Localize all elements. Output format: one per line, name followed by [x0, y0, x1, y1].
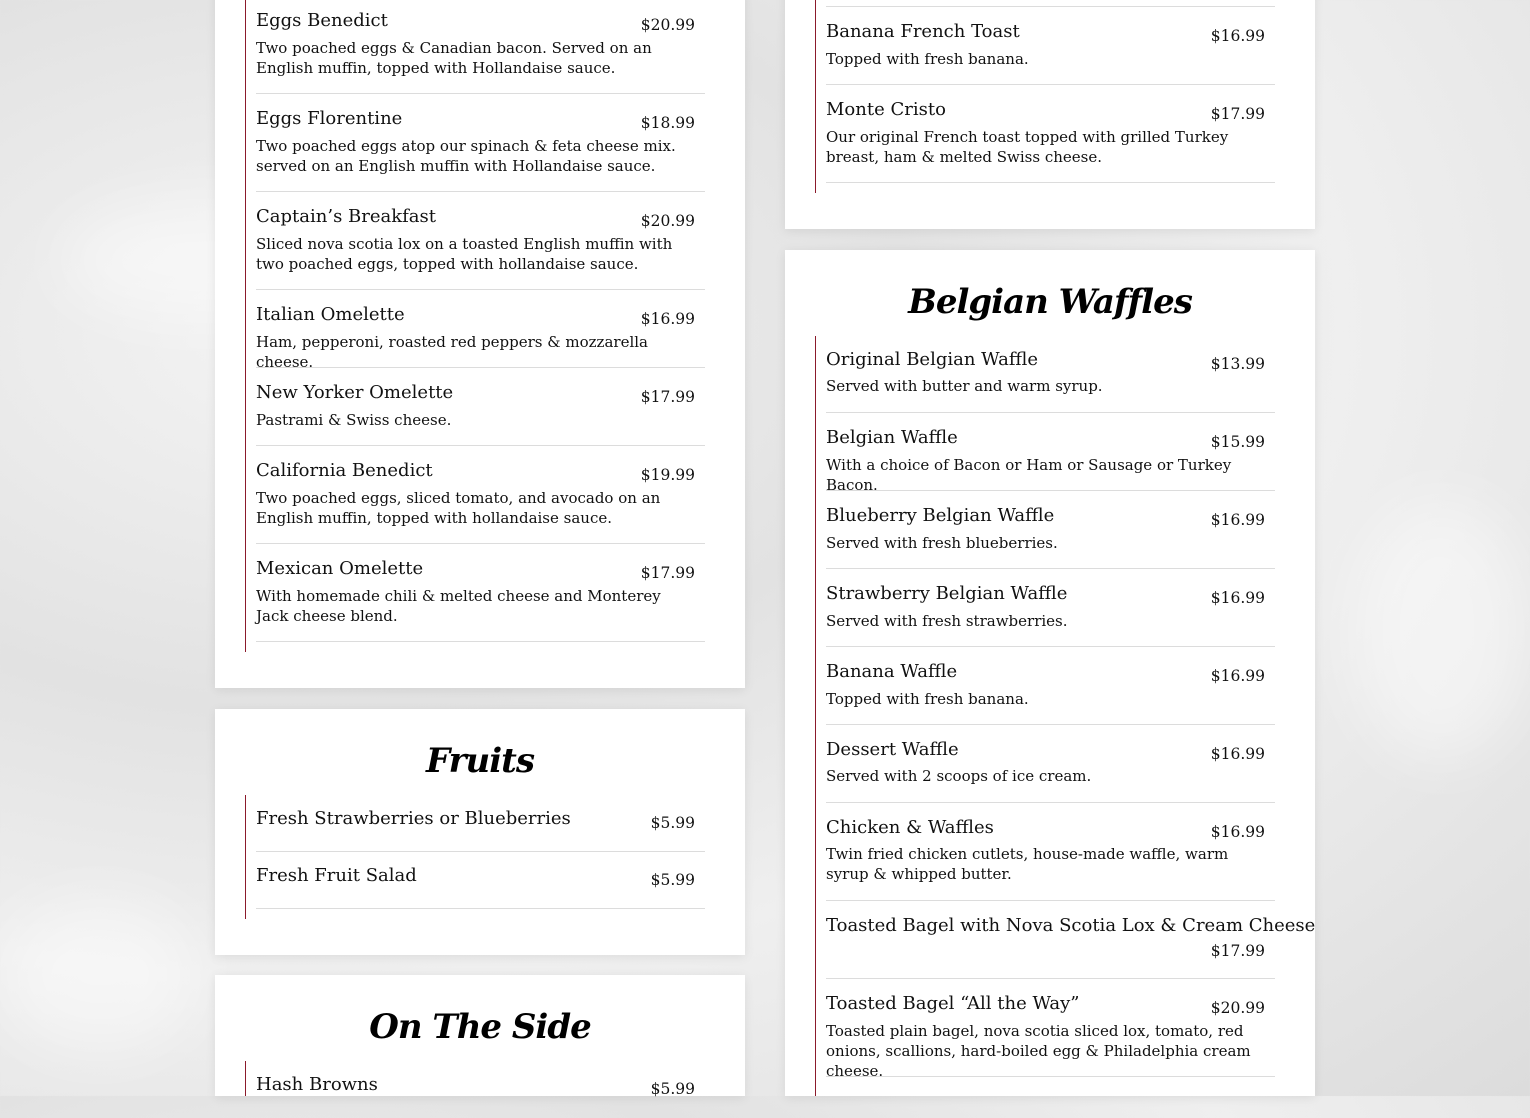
item-price: $5.99	[650, 1080, 695, 1098]
menu-item	[256, 1061, 705, 1118]
item-name: New Yorker Omelette	[256, 382, 454, 403]
item-name: Monte Cristo	[826, 99, 946, 120]
menu-item	[256, 795, 705, 852]
item-price: $17.99	[1210, 942, 1265, 960]
menu-item	[256, 368, 705, 446]
item-price: $17.99	[640, 388, 695, 406]
item-name: Strawberry Belgian Waffle	[826, 583, 1068, 604]
item-description: Topped with fresh banana.	[826, 50, 1029, 68]
menu-item	[256, 290, 705, 371]
item-description: Pastrami & Swiss cheese.	[256, 411, 452, 429]
section-title: Fruits	[426, 741, 534, 781]
item-description: Toasted plain bagel, nova scotia sliced lox, tomato, red onions, scallions, hard-boiled egg & Philadelphia cream cheese.	[826, 1022, 1251, 1080]
item-name: Blueberry Belgian Waffle	[826, 505, 1055, 526]
menu-item	[256, 852, 705, 909]
item-name: Eggs Florentine	[256, 108, 403, 129]
item-description: Served with butter and warm syrup.	[826, 377, 1103, 395]
menu-item	[256, 544, 705, 642]
item-description: Topped with fresh banana.	[826, 690, 1029, 708]
item-price: $16.99	[1210, 589, 1265, 607]
menu-item	[826, 85, 1275, 183]
item-name: Toasted Bagel with Nova Scotia Lox & Cream Cheese	[826, 915, 1316, 936]
item-price: $16.99	[1210, 27, 1265, 45]
menu-item	[826, 901, 1316, 979]
item-price: $20.99	[640, 212, 695, 230]
item-name: Toasted Bagel “All the Way”	[826, 993, 1080, 1014]
item-description: With a choice of Bacon or Ham or Sausage or Turkey Bacon.	[826, 456, 1232, 494]
item-description: Served with fresh blueberries.	[826, 534, 1058, 552]
section-title: Belgian Waffles	[908, 282, 1192, 322]
item-price: $20.99	[640, 16, 695, 34]
item-name: Original Belgian Waffle	[826, 349, 1039, 370]
menu-item	[826, 725, 1275, 803]
menu-item	[826, 569, 1275, 647]
belgian-waffles-card	[785, 250, 1315, 1096]
item-name: Banana French Toast	[826, 21, 1020, 42]
item-name: Chicken & Waffles	[826, 817, 994, 838]
item-price: $16.99	[640, 310, 695, 328]
item-name: Hash Browns	[256, 1074, 378, 1095]
item-name: Belgian Waffle	[826, 427, 958, 448]
section-title: On The Side	[369, 1007, 591, 1047]
item-description: Twin fried chicken cutlets, house-made waffle, warm syrup & whipped butter.	[826, 845, 1229, 883]
menu-item	[826, 336, 1275, 413]
item-name: Dessert Waffle	[826, 739, 959, 760]
item-description: Served with fresh strawberries.	[826, 612, 1068, 630]
item-price: $15.99	[1210, 433, 1265, 451]
item-description: Two poached eggs & Canadian bacon. Served on an English muffin, topped with Hollandaise sauce.	[256, 39, 652, 77]
breakfast-specials-card	[215, 0, 745, 688]
item-price: $16.99	[1210, 667, 1265, 685]
item-price: $17.99	[640, 564, 695, 582]
item-description: Two poached eggs atop our spinach & feta cheese mix. served on an English muffin with Hollandaise sauce.	[256, 137, 676, 175]
menu-item	[826, 413, 1275, 494]
menu-item	[826, 7, 1275, 85]
menu-item	[826, 979, 1275, 1080]
item-name: California Benedict	[256, 460, 433, 481]
item-name: Fresh Fruit Salad	[256, 865, 417, 886]
menu-item	[256, 94, 705, 192]
item-price: $16.99	[1210, 511, 1265, 529]
item-price: $13.99	[1210, 355, 1265, 373]
item-description: Two poached eggs, sliced tomato, and avocado on an English muffin, topped with hollandaise sauce.	[256, 489, 661, 527]
on-the-side-card	[215, 975, 745, 1096]
on-the-side-list	[245, 1061, 705, 1096]
item-price: $18.99	[640, 114, 695, 132]
item-description: Sliced nova scotia lox on a toasted English muffin with two poached eggs, topped with hollandaise sauce.	[256, 235, 673, 273]
item-price: $17.99	[1210, 105, 1265, 123]
menu-item	[826, 647, 1275, 725]
menu-item	[256, 192, 705, 290]
item-description: Our original French toast topped with grilled Turkey breast, ham & melted Swiss cheese.	[826, 128, 1229, 166]
item-price: $16.99	[1210, 823, 1265, 841]
belgian-waffles-list	[815, 336, 1316, 1096]
item-description: With homemade chili & melted cheese and Monterey Jack cheese blend.	[256, 587, 661, 625]
menu-item	[256, 0, 705, 94]
item-description: Ham, pepperoni, roasted red peppers & mozzarella cheese.	[256, 333, 648, 371]
item-name: Fresh Strawberries or Blueberries	[256, 808, 571, 829]
french-toast-card	[785, 0, 1315, 229]
item-price: $5.99	[650, 814, 695, 832]
menu-item	[826, 803, 1275, 901]
item-description: Served with 2 scoops of ice cream.	[826, 767, 1092, 785]
item-price: $19.99	[640, 466, 695, 484]
breakfast-specials-list	[245, 0, 705, 652]
fruits-card	[215, 709, 745, 955]
fruits-list	[245, 795, 705, 919]
item-name: Captain’s Breakfast	[256, 206, 437, 227]
item-name: Mexican Omelette	[256, 558, 424, 579]
menu-item	[256, 446, 705, 544]
item-price: $20.99	[1210, 999, 1265, 1017]
item-price: $5.99	[650, 871, 695, 889]
item-name: Banana Waffle	[826, 661, 958, 682]
divider	[826, 0, 1275, 7]
menu-item	[826, 491, 1275, 569]
french-toast-list	[815, 0, 1275, 193]
item-name: Italian Omelette	[256, 304, 405, 325]
item-name: Eggs Benedict	[256, 10, 388, 31]
item-price: $16.99	[1210, 745, 1265, 763]
